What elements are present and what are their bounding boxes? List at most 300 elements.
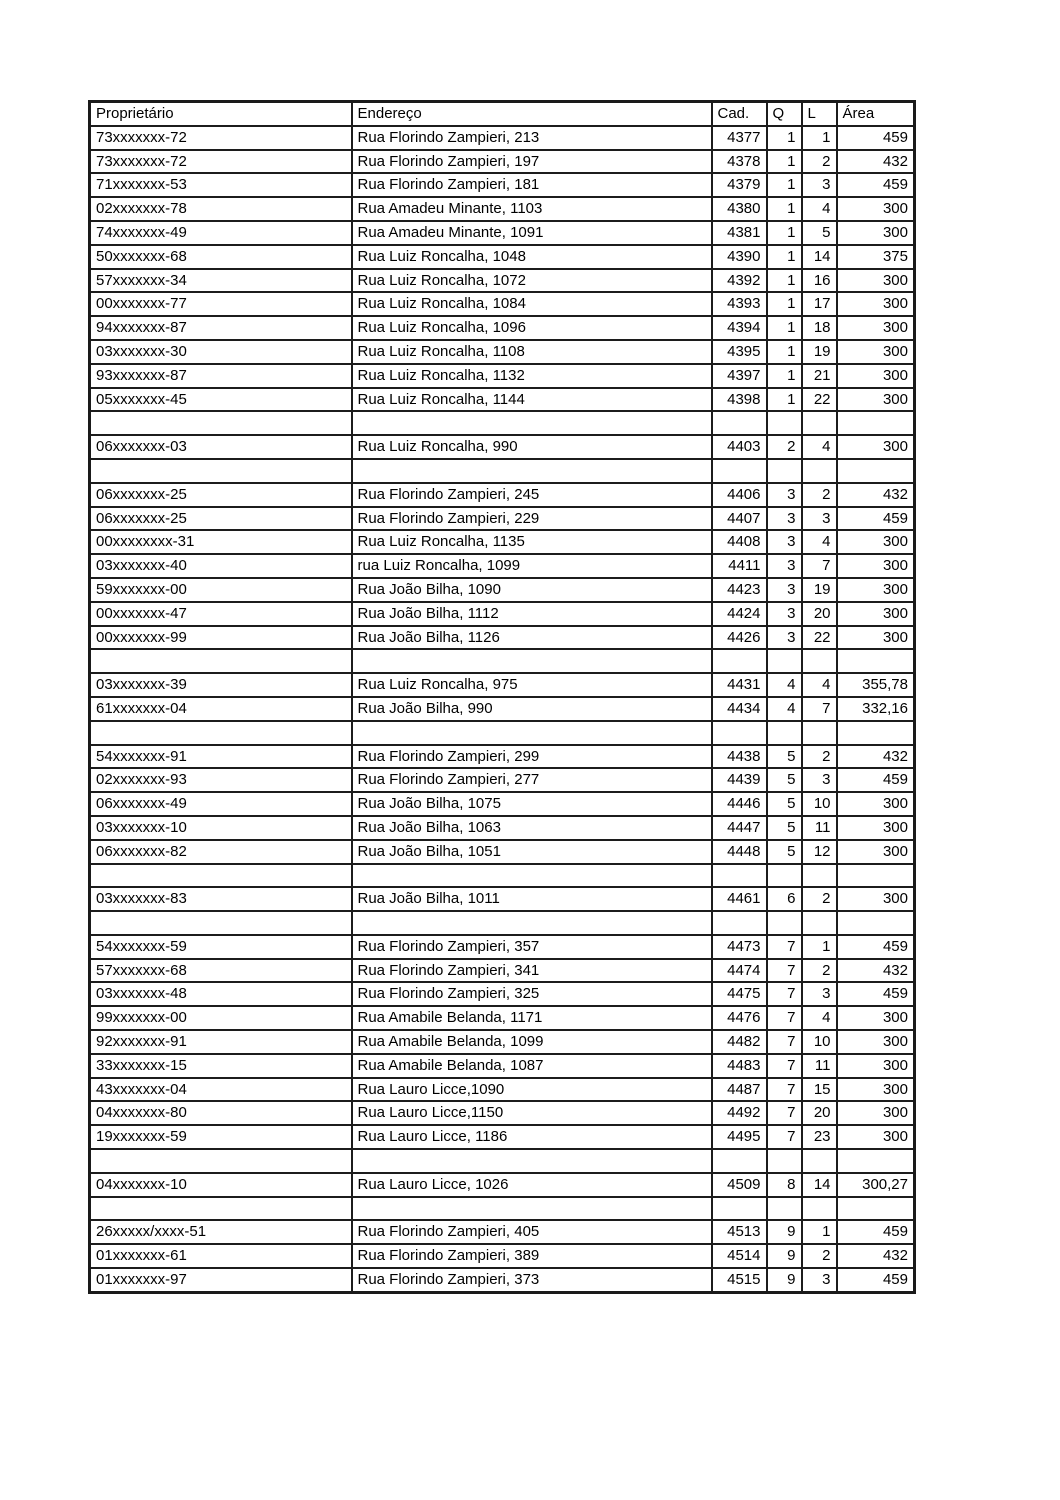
cell-cad: 4482: [712, 1030, 767, 1054]
cell-q: 1: [767, 388, 802, 412]
cell-l: 19: [802, 578, 837, 602]
cell-proprietario: 71xxxxxxx-53: [90, 173, 352, 197]
cell-endereco: [352, 1197, 712, 1221]
cell-endereco: Rua Luiz Roncalha, 1135: [352, 530, 712, 554]
cell-endereco: Rua Florindo Zampieri, 213: [352, 126, 712, 150]
cell-cad: 4476: [712, 1006, 767, 1030]
cell-l: [802, 459, 837, 483]
cell-cad: 4426: [712, 626, 767, 650]
table-row: [90, 173, 915, 197]
cell-endereco: [352, 864, 712, 888]
table-row: [90, 816, 915, 840]
table-row: [90, 554, 915, 578]
table-row: [90, 292, 915, 316]
column-header-proprietario: Proprietário: [90, 102, 352, 126]
cell-endereco: Rua João Bilha, 990: [352, 697, 712, 721]
cell-area: 300: [837, 554, 915, 578]
table-row: [90, 792, 915, 816]
cell-area: [837, 864, 915, 888]
cell-q: [767, 911, 802, 935]
cell-area: [837, 721, 915, 745]
cell-proprietario: 02xxxxxxx-93: [90, 768, 352, 792]
cell-proprietario: 57xxxxxxx-34: [90, 269, 352, 293]
cell-q: 3: [767, 602, 802, 626]
cell-q: 3: [767, 554, 802, 578]
cell-cad: 4448: [712, 840, 767, 864]
cell-proprietario: 00xxxxxxxx-31: [90, 530, 352, 554]
cell-cad: 4438: [712, 745, 767, 769]
cell-endereco: Rua João Bilha, 1126: [352, 626, 712, 650]
cell-cad: 4394: [712, 316, 767, 340]
cell-q: 4: [767, 697, 802, 721]
cell-cad: 4423: [712, 578, 767, 602]
cell-area: 432: [837, 1244, 915, 1268]
cell-l: 3: [802, 1268, 837, 1292]
cell-proprietario: 00xxxxxxx-77: [90, 292, 352, 316]
cell-area: 300,27: [837, 1173, 915, 1197]
cell-area: 459: [837, 1268, 915, 1292]
cell-l: 2: [802, 1244, 837, 1268]
table-row: [90, 316, 915, 340]
cell-cad: 4509: [712, 1173, 767, 1197]
cell-l: 20: [802, 1101, 837, 1125]
cell-cad: [712, 411, 767, 435]
cell-proprietario: 01xxxxxxx-97: [90, 1268, 352, 1292]
cell-endereco: Rua Luiz Roncalha, 1108: [352, 340, 712, 364]
cell-area: 459: [837, 982, 915, 1006]
cell-l: [802, 864, 837, 888]
cell-l: 2: [802, 483, 837, 507]
cell-cad: 4395: [712, 340, 767, 364]
cell-area: 300: [837, 887, 915, 911]
cell-q: 9: [767, 1268, 802, 1292]
table-row: [90, 1078, 915, 1102]
cell-q: 1: [767, 126, 802, 150]
cell-cad: 4393: [712, 292, 767, 316]
cell-endereco: Rua João Bilha, 1051: [352, 840, 712, 864]
cell-q: 5: [767, 840, 802, 864]
cell-proprietario: 50xxxxxxx-68: [90, 245, 352, 269]
table-row: [90, 483, 915, 507]
cell-proprietario: [90, 649, 352, 673]
cell-cad: 4483: [712, 1054, 767, 1078]
cell-cad: 4411: [712, 554, 767, 578]
cell-area: [837, 649, 915, 673]
cell-q: 4: [767, 673, 802, 697]
cell-q: 2: [767, 435, 802, 459]
cell-q: 7: [767, 1101, 802, 1125]
cell-q: [767, 864, 802, 888]
document-page: [88, 100, 916, 1294]
table-row: [90, 221, 915, 245]
table-row: [90, 745, 915, 769]
cell-l: 2: [802, 150, 837, 174]
cell-q: 3: [767, 578, 802, 602]
cell-l: 7: [802, 697, 837, 721]
cell-l: 3: [802, 173, 837, 197]
cell-cad: 4398: [712, 388, 767, 412]
cell-area: 300: [837, 221, 915, 245]
cell-area: 300: [837, 1101, 915, 1125]
table-row: [90, 530, 915, 554]
cell-endereco: Rua Florindo Zampieri, 229: [352, 507, 712, 531]
cell-cad: 4474: [712, 959, 767, 983]
cell-l: [802, 721, 837, 745]
cell-endereco: Rua Amabile Belanda, 1171: [352, 1006, 712, 1030]
cell-area: 459: [837, 1220, 915, 1244]
cell-cad: 4439: [712, 768, 767, 792]
cell-q: [767, 1149, 802, 1173]
cell-cad: [712, 1149, 767, 1173]
cell-endereco: Rua Lauro Licce, 1026: [352, 1173, 712, 1197]
cell-cad: 4447: [712, 816, 767, 840]
cell-cad: 4461: [712, 887, 767, 911]
cell-proprietario: 03xxxxxxx-39: [90, 673, 352, 697]
cell-area: 300: [837, 840, 915, 864]
cell-cad: 4513: [712, 1220, 767, 1244]
spacer-row: [90, 649, 915, 673]
table-row: [90, 1006, 915, 1030]
table-row: [90, 982, 915, 1006]
cell-q: 7: [767, 959, 802, 983]
cell-q: 1: [767, 364, 802, 388]
table-row: [90, 1101, 915, 1125]
cell-l: [802, 649, 837, 673]
cell-q: 7: [767, 1125, 802, 1149]
spacer-row: [90, 1149, 915, 1173]
cell-l: 22: [802, 626, 837, 650]
property-table: [88, 100, 916, 1294]
cell-cad: 4392: [712, 269, 767, 293]
cell-endereco: Rua Amabile Belanda, 1099: [352, 1030, 712, 1054]
cell-area: 300: [837, 1125, 915, 1149]
cell-proprietario: 93xxxxxxx-87: [90, 364, 352, 388]
cell-cad: 4378: [712, 150, 767, 174]
cell-l: 5: [802, 221, 837, 245]
cell-l: 4: [802, 435, 837, 459]
cell-q: 7: [767, 1054, 802, 1078]
cell-l: [802, 411, 837, 435]
column-header-q: Q: [767, 102, 802, 126]
cell-l: 4: [802, 1006, 837, 1030]
cell-proprietario: 92xxxxxxx-91: [90, 1030, 352, 1054]
table-row: [90, 507, 915, 531]
table-row: [90, 1125, 915, 1149]
cell-q: 9: [767, 1244, 802, 1268]
cell-q: 3: [767, 530, 802, 554]
cell-area: 459: [837, 173, 915, 197]
cell-l: 1: [802, 1220, 837, 1244]
cell-endereco: Rua Florindo Zampieri, 405: [352, 1220, 712, 1244]
cell-proprietario: 02xxxxxxx-78: [90, 197, 352, 221]
cell-endereco: [352, 459, 712, 483]
column-header-l: L: [802, 102, 837, 126]
cell-q: [767, 459, 802, 483]
spacer-row: [90, 721, 915, 745]
cell-l: 10: [802, 1030, 837, 1054]
table-header-row: [90, 102, 915, 126]
cell-q: 3: [767, 626, 802, 650]
cell-proprietario: 03xxxxxxx-83: [90, 887, 352, 911]
cell-l: 10: [802, 792, 837, 816]
cell-endereco: Rua Luiz Roncalha, 1096: [352, 316, 712, 340]
cell-q: 1: [767, 340, 802, 364]
cell-area: [837, 459, 915, 483]
cell-proprietario: 06xxxxxxx-03: [90, 435, 352, 459]
cell-q: 1: [767, 316, 802, 340]
cell-cad: [712, 864, 767, 888]
table-row: [90, 840, 915, 864]
cell-area: [837, 411, 915, 435]
cell-l: 1: [802, 126, 837, 150]
cell-proprietario: [90, 1197, 352, 1221]
table-row: [90, 935, 915, 959]
cell-cad: 4446: [712, 792, 767, 816]
cell-l: 11: [802, 1054, 837, 1078]
cell-area: 432: [837, 959, 915, 983]
cell-cad: 4487: [712, 1078, 767, 1102]
table-row: [90, 1173, 915, 1197]
cell-q: 1: [767, 150, 802, 174]
cell-endereco: Rua Florindo Zampieri, 197: [352, 150, 712, 174]
cell-area: 300: [837, 816, 915, 840]
cell-area: 459: [837, 507, 915, 531]
cell-area: 300: [837, 197, 915, 221]
cell-endereco: [352, 1149, 712, 1173]
cell-cad: 4424: [712, 602, 767, 626]
cell-proprietario: [90, 911, 352, 935]
table-row: [90, 435, 915, 459]
cell-l: [802, 911, 837, 935]
cell-cad: 4431: [712, 673, 767, 697]
cell-endereco: Rua Luiz Roncalha, 1144: [352, 388, 712, 412]
table-row: [90, 697, 915, 721]
cell-l: [802, 1197, 837, 1221]
cell-endereco: Rua João Bilha, 1063: [352, 816, 712, 840]
table-row: [90, 126, 915, 150]
cell-proprietario: [90, 864, 352, 888]
cell-proprietario: 06xxxxxxx-82: [90, 840, 352, 864]
spacer-row: [90, 1197, 915, 1221]
cell-area: 300: [837, 435, 915, 459]
cell-q: [767, 1197, 802, 1221]
cell-endereco: [352, 649, 712, 673]
cell-q: 1: [767, 197, 802, 221]
cell-proprietario: 04xxxxxxx-80: [90, 1101, 352, 1125]
cell-l: 20: [802, 602, 837, 626]
table-row: [90, 887, 915, 911]
cell-q: 5: [767, 745, 802, 769]
cell-l: 17: [802, 292, 837, 316]
cell-cad: 4380: [712, 197, 767, 221]
cell-endereco: rua Luiz Roncalha, 1099: [352, 554, 712, 578]
table-row: [90, 269, 915, 293]
cell-proprietario: [90, 1149, 352, 1173]
cell-q: 1: [767, 245, 802, 269]
cell-proprietario: 74xxxxxxx-49: [90, 221, 352, 245]
table-row: [90, 1268, 915, 1292]
table-row: [90, 602, 915, 626]
column-header-cad: Cad.: [712, 102, 767, 126]
cell-proprietario: 04xxxxxxx-10: [90, 1173, 352, 1197]
cell-proprietario: 59xxxxxxx-00: [90, 578, 352, 602]
cell-endereco: Rua Florindo Zampieri, 299: [352, 745, 712, 769]
table-row: [90, 1244, 915, 1268]
cell-q: 8: [767, 1173, 802, 1197]
cell-cad: 4495: [712, 1125, 767, 1149]
cell-q: 1: [767, 269, 802, 293]
cell-proprietario: 05xxxxxxx-45: [90, 388, 352, 412]
spacer-row: [90, 864, 915, 888]
cell-area: 375: [837, 245, 915, 269]
cell-proprietario: [90, 411, 352, 435]
cell-cad: [712, 649, 767, 673]
cell-area: 432: [837, 150, 915, 174]
cell-cad: 4397: [712, 364, 767, 388]
cell-cad: 4381: [712, 221, 767, 245]
cell-endereco: Rua Lauro Licce, 1186: [352, 1125, 712, 1149]
cell-endereco: [352, 911, 712, 935]
cell-endereco: Rua Florindo Zampieri, 277: [352, 768, 712, 792]
cell-endereco: Rua Luiz Roncalha, 1132: [352, 364, 712, 388]
cell-cad: 4492: [712, 1101, 767, 1125]
cell-area: 300: [837, 530, 915, 554]
cell-l: 21: [802, 364, 837, 388]
column-header-endereco: Endereço: [352, 102, 712, 126]
table-row: [90, 1030, 915, 1054]
cell-endereco: Rua Luiz Roncalha, 990: [352, 435, 712, 459]
column-header-area: Área: [837, 102, 915, 126]
cell-q: 1: [767, 292, 802, 316]
cell-proprietario: 99xxxxxxx-00: [90, 1006, 352, 1030]
cell-area: [837, 1149, 915, 1173]
cell-cad: 4377: [712, 126, 767, 150]
cell-area: 300: [837, 316, 915, 340]
cell-area: 300: [837, 1006, 915, 1030]
cell-proprietario: 73xxxxxxx-72: [90, 126, 352, 150]
cell-endereco: Rua Florindo Zampieri, 357: [352, 935, 712, 959]
cell-endereco: Rua Florindo Zampieri, 181: [352, 173, 712, 197]
cell-area: 432: [837, 745, 915, 769]
cell-l: 15: [802, 1078, 837, 1102]
cell-l: 3: [802, 768, 837, 792]
table-row: [90, 197, 915, 221]
cell-l: [802, 1149, 837, 1173]
cell-cad: [712, 1197, 767, 1221]
cell-proprietario: 61xxxxxxx-04: [90, 697, 352, 721]
cell-area: 459: [837, 768, 915, 792]
cell-l: 12: [802, 840, 837, 864]
cell-q: 5: [767, 816, 802, 840]
cell-l: 3: [802, 507, 837, 531]
cell-area: 300: [837, 269, 915, 293]
cell-proprietario: 54xxxxxxx-91: [90, 745, 352, 769]
cell-l: 11: [802, 816, 837, 840]
cell-endereco: Rua Florindo Zampieri, 373: [352, 1268, 712, 1292]
cell-q: 5: [767, 768, 802, 792]
cell-endereco: Rua João Bilha, 1075: [352, 792, 712, 816]
cell-proprietario: 06xxxxxxx-25: [90, 507, 352, 531]
cell-l: 4: [802, 673, 837, 697]
table-row: [90, 245, 915, 269]
table-row: [90, 150, 915, 174]
cell-proprietario: 03xxxxxxx-30: [90, 340, 352, 364]
cell-l: 14: [802, 1173, 837, 1197]
cell-cad: 4515: [712, 1268, 767, 1292]
cell-cad: 4473: [712, 935, 767, 959]
cell-q: 9: [767, 1220, 802, 1244]
cell-area: 300: [837, 792, 915, 816]
cell-q: 7: [767, 1030, 802, 1054]
cell-endereco: [352, 411, 712, 435]
cell-l: 2: [802, 959, 837, 983]
cell-proprietario: 00xxxxxxx-47: [90, 602, 352, 626]
cell-endereco: Rua João Bilha, 1011: [352, 887, 712, 911]
cell-area: 300: [837, 602, 915, 626]
cell-proprietario: 06xxxxxxx-25: [90, 483, 352, 507]
cell-l: 1: [802, 935, 837, 959]
cell-area: 300: [837, 626, 915, 650]
table-row: [90, 340, 915, 364]
cell-cad: [712, 459, 767, 483]
cell-l: 18: [802, 316, 837, 340]
cell-cad: 4475: [712, 982, 767, 1006]
cell-l: 7: [802, 554, 837, 578]
cell-cad: 4379: [712, 173, 767, 197]
cell-q: 7: [767, 982, 802, 1006]
cell-endereco: Rua Amabile Belanda, 1087: [352, 1054, 712, 1078]
cell-endereco: Rua Luiz Roncalha, 1084: [352, 292, 712, 316]
cell-proprietario: 33xxxxxxx-15: [90, 1054, 352, 1078]
cell-proprietario: 00xxxxxxx-99: [90, 626, 352, 650]
cell-area: [837, 911, 915, 935]
cell-q: 3: [767, 507, 802, 531]
cell-endereco: Rua Luiz Roncalha, 1072: [352, 269, 712, 293]
cell-l: 19: [802, 340, 837, 364]
cell-area: 300: [837, 340, 915, 364]
cell-cad: 4403: [712, 435, 767, 459]
cell-proprietario: 57xxxxxxx-68: [90, 959, 352, 983]
cell-q: [767, 649, 802, 673]
cell-area: 300: [837, 578, 915, 602]
cell-l: 2: [802, 887, 837, 911]
cell-endereco: Rua Florindo Zampieri, 389: [352, 1244, 712, 1268]
table-row: [90, 673, 915, 697]
cell-endereco: Rua João Bilha, 1112: [352, 602, 712, 626]
cell-cad: 4406: [712, 483, 767, 507]
cell-endereco: Rua Florindo Zampieri, 341: [352, 959, 712, 983]
cell-q: 5: [767, 792, 802, 816]
cell-endereco: [352, 721, 712, 745]
cell-area: 300: [837, 364, 915, 388]
cell-l: 3: [802, 982, 837, 1006]
cell-l: 22: [802, 388, 837, 412]
cell-proprietario: 01xxxxxxx-61: [90, 1244, 352, 1268]
cell-area: 300: [837, 1030, 915, 1054]
cell-l: 23: [802, 1125, 837, 1149]
cell-endereco: Rua João Bilha, 1090: [352, 578, 712, 602]
cell-endereco: Rua Luiz Roncalha, 975: [352, 673, 712, 697]
cell-area: 459: [837, 126, 915, 150]
table-row: [90, 1220, 915, 1244]
cell-area: 332,16: [837, 697, 915, 721]
cell-q: 1: [767, 221, 802, 245]
cell-cad: 4434: [712, 697, 767, 721]
cell-proprietario: 06xxxxxxx-49: [90, 792, 352, 816]
spacer-row: [90, 911, 915, 935]
cell-area: 432: [837, 483, 915, 507]
cell-endereco: Rua Lauro Licce,1090: [352, 1078, 712, 1102]
